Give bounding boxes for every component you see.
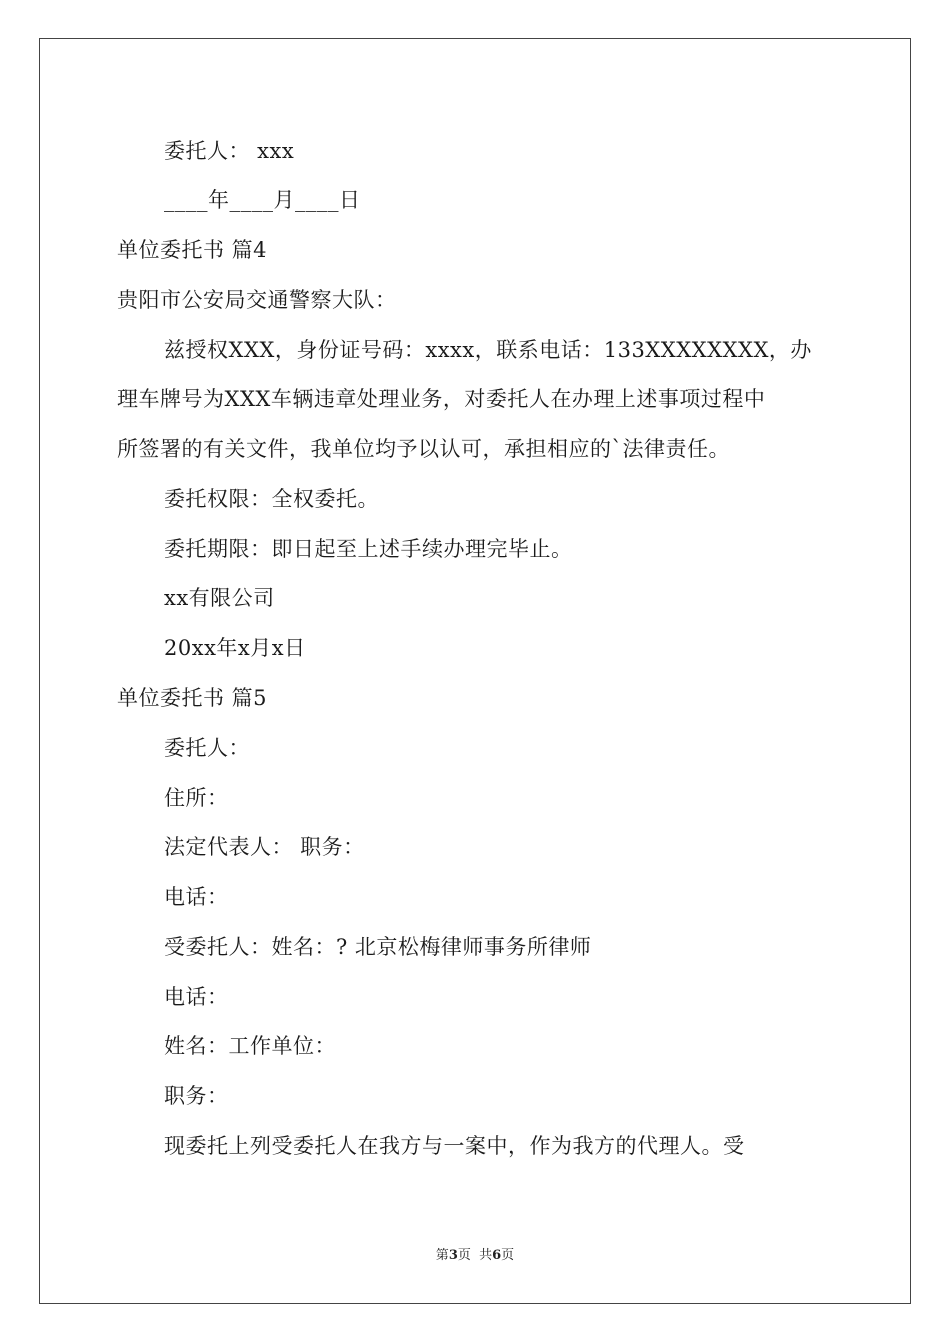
section-heading-5: 单位委托书 篇5 — [117, 686, 268, 710]
principal-line: 委托人： xxx — [164, 139, 295, 163]
company-name-line: xx有限公司 — [164, 586, 275, 610]
position-field: 职务： — [164, 1084, 229, 1108]
agent-name-field: 受委托人：姓名：? 北京松梅律师事务所律师 — [164, 935, 592, 959]
body-paragraph-line-1: 兹授权XXX，身份证号码：xxxx，联系电话：133XXXXXXXX，办 — [164, 338, 812, 362]
second-agent-field: 姓名：工作单位： — [164, 1034, 336, 1058]
footer-suffix: 页 — [501, 1248, 515, 1263]
footer-prefix: 第 — [435, 1248, 449, 1263]
signature-date-line: 20xx年x月x日 — [164, 636, 306, 660]
body-paragraph-line-2: 理车牌号为XXX车辆违章处理业务，对委托人在办理上述事项过程中 — [117, 387, 766, 411]
address-field: 住所： — [164, 786, 229, 810]
footer-page-number: 3 — [448, 1248, 458, 1263]
authority-period-line: 委托期限：即日起至上述手续办理完毕止。 — [164, 537, 573, 561]
footer-total-pages: 6 — [492, 1248, 502, 1263]
date-blank-line: ____年____月____日 — [164, 188, 361, 212]
page-border — [39, 38, 911, 1304]
footer-middle: 页 共 — [457, 1248, 493, 1263]
phone-field: 电话： — [164, 885, 229, 909]
entrustment-paragraph-line: 现委托上列受委托人在我方与一案中，作为我方的代理人。受 — [164, 1134, 745, 1158]
body-paragraph-line-3: 所签署的有关文件，我单位均予以认可，承担相应的`法律责任。 — [117, 437, 730, 461]
authority-scope-line: 委托权限：全权委托。 — [164, 487, 379, 511]
addressee-line: 贵阳市公安局交通警察大队： — [117, 288, 397, 312]
agent-phone-field: 电话： — [164, 985, 229, 1009]
section-heading-4: 单位委托书 篇4 — [117, 238, 268, 262]
page-footer — [0, 1247, 950, 1265]
principal-field: 委托人： — [164, 736, 250, 760]
legal-representative-field: 法定代表人： 职务： — [164, 835, 365, 859]
